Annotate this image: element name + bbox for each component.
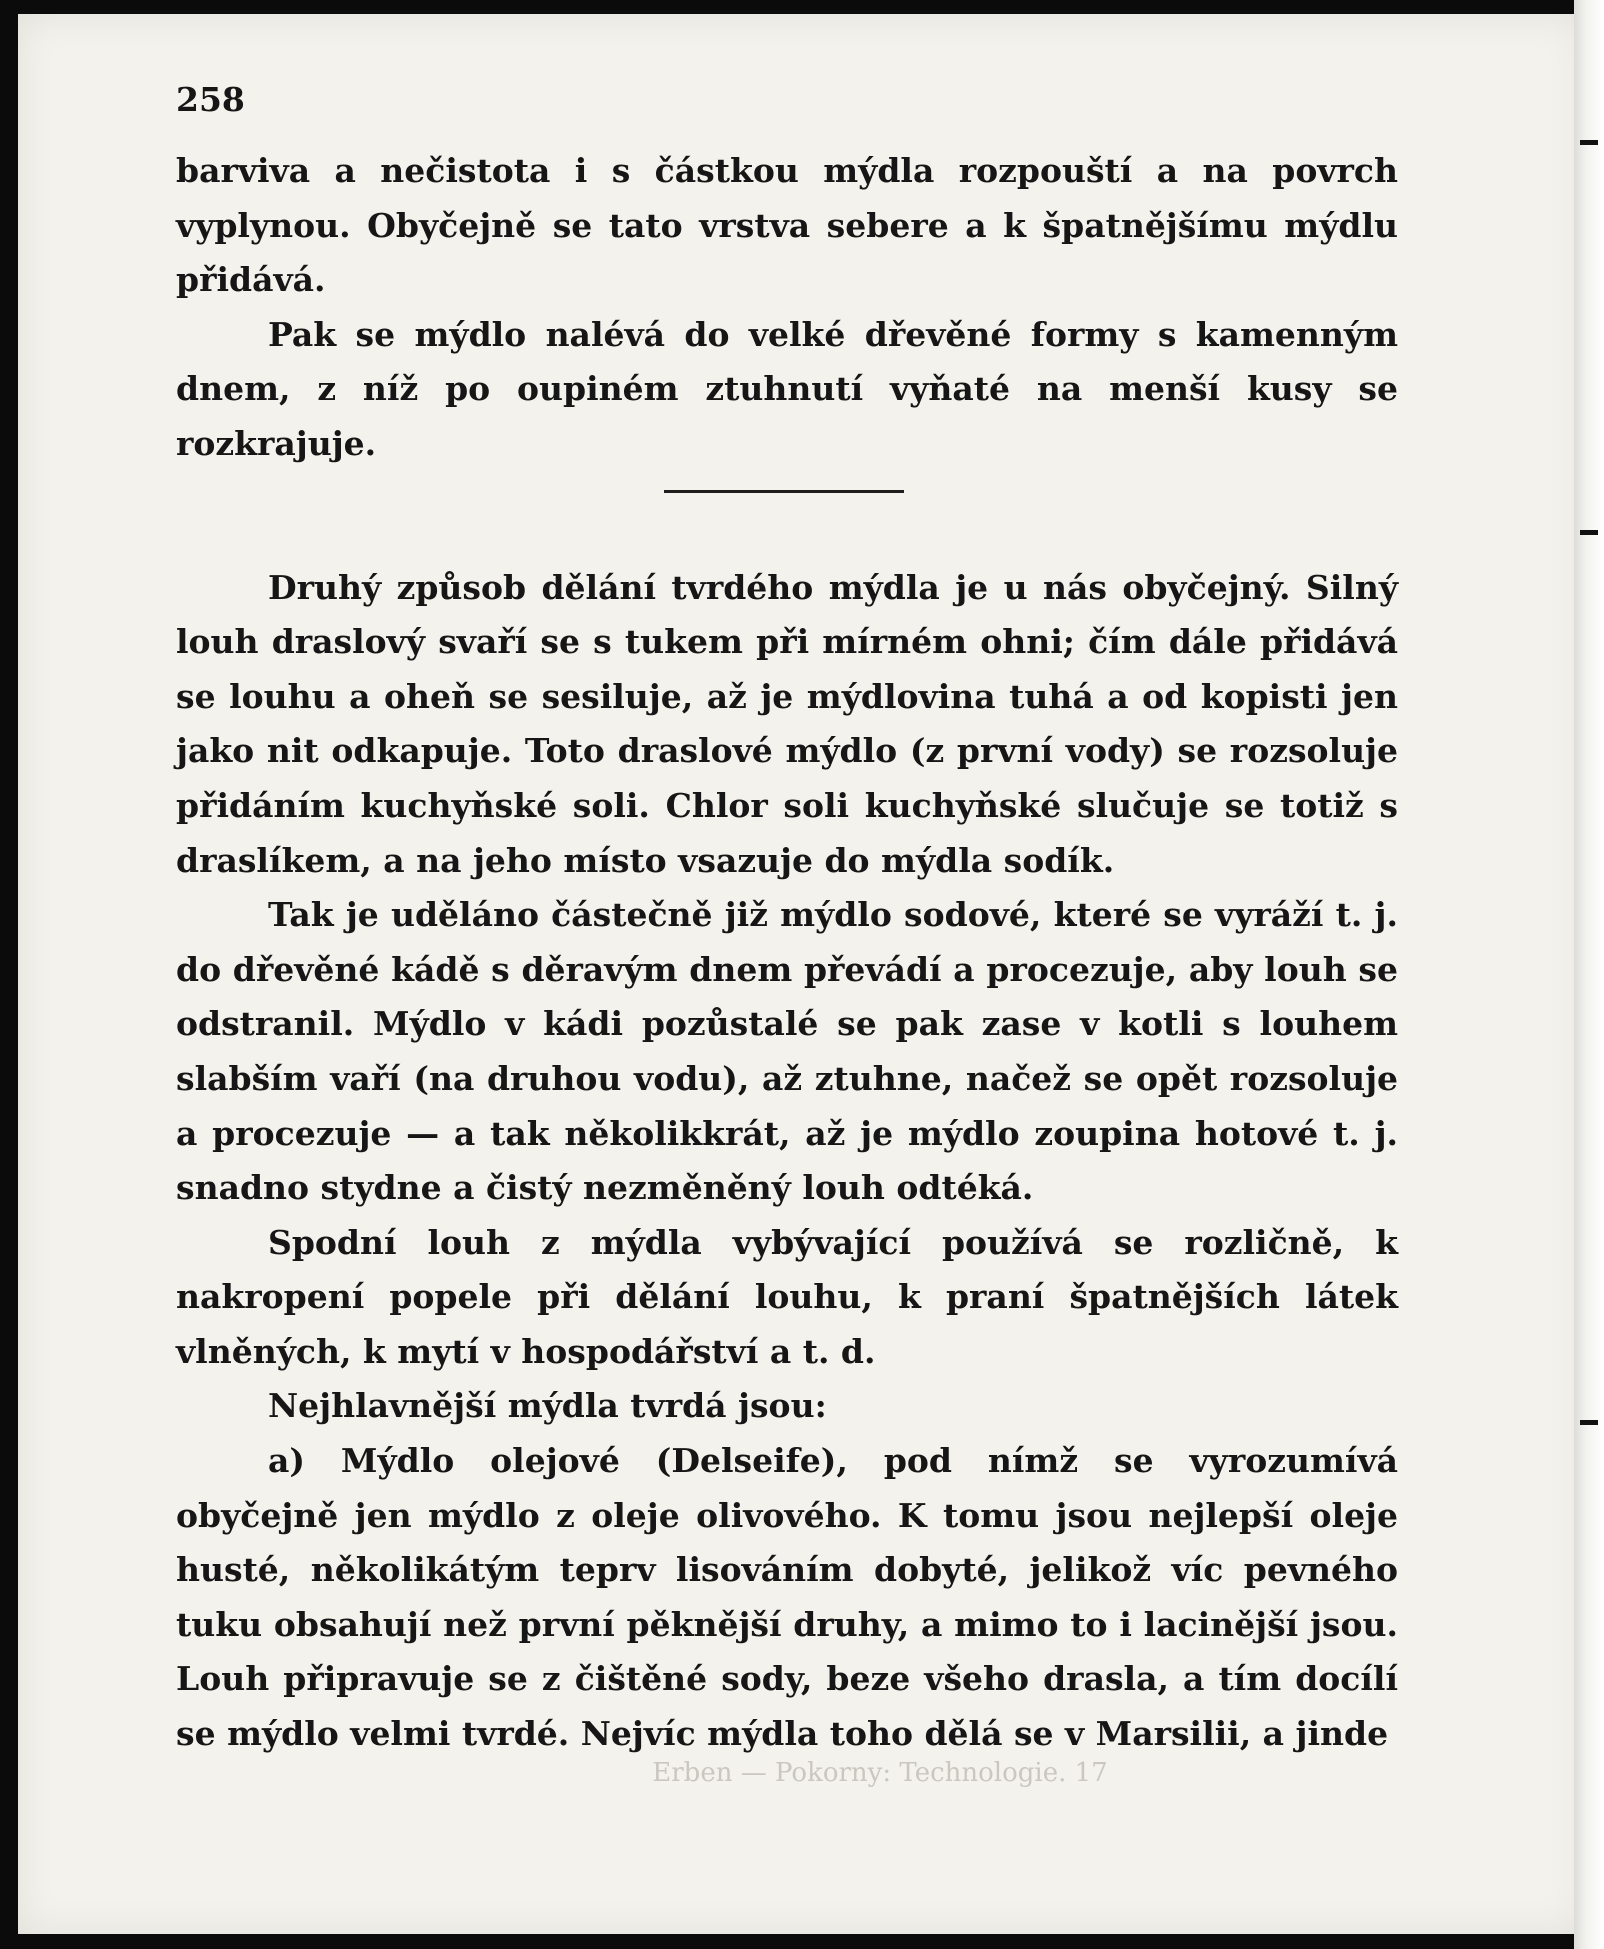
page-number: 258: [176, 80, 245, 119]
paragraph: Druhý způsob dělání tvrdého mýdla je u nás obyčejný. Silný louh draslový svaří se s tukem při mírném ohni; čím dále přidává se louhu a oheň se sesiluje, až je mýdlovina tuhá a od kopisti jen jako nit odkapuje. Toto draslové mýdlo (z první vody) se rozsoluje přidáním kuchyňské soli. Chlor soli kuchyňské slučuje se totiž s draslíkem, a na jeho místo vsazuje do mýdla sodík.: [176, 567, 1398, 880]
paragraph: barviva a nečistota i s částkou mýdla rozpouští a na povrch vyplynou. Obyčejně se tato vrstva sebere a k špatnějšímu mýdlu přidává.: [176, 151, 1398, 300]
edge-mark: [1580, 530, 1598, 535]
page-text: [176, 70, 1398, 1762]
list-item: a) Mýdlo olejové (Delseife), pod nímž se vyrozumívá obyčejně jen mýdlo z oleje olivového. K tomu jsou nejlepší oleje husté, několikátým teprv lisováním dobyté, jelikož víc pevného tuku obsahují než první pěknější druhy, a mimo to i lacinější jsou. Louh připravuje se z čištěné sody, beze všeho drasla, a tím docílí se mýdlo velmi tvrdé. Nejvíc mýdla toho dělá se v Marsilii, a jinde: [176, 1441, 1398, 1754]
paragraph: Pak se mýdlo nalévá do velké dřevěné formy s kamenným dnem, z níž po oupiném ztuhnutí vyňaté na menší kusy se rozkrajuje.: [176, 314, 1398, 463]
paragraph: Spodní louh z mýdla vybývající používá se rozličně, k nakropení popele při dělání louhu, k praní špatnějších látek vlněných, k mytí v hospodářství a t. d.: [176, 1222, 1398, 1371]
edge-mark: [1580, 140, 1598, 145]
page-edge: [1574, 0, 1604, 1949]
paragraph: Tak je uděláno částečně již mýdlo sodové, které se vyráží t. j. do dřevěné kádě s děravým dnem převádí a procezuje, aby louh se odstranil. Mýdlo v kádi pozůstalé se pak zase v kotli s louhem slabším vaří (na druhou vodu), až ztuhne, načež se opět rozsoluje a procezuje — a tak několikkrát, až je mýdlo zoupina hotové t. j. snadno stydne a čistý nezměněný louh odtéká.: [176, 895, 1398, 1208]
edge-mark: [1580, 1420, 1598, 1425]
section-separator: [664, 490, 904, 493]
bleed-through-footer: Erben — Pokorny: Technologie. 17: [652, 1758, 1108, 1788]
list-heading: Nejhlavnější mýdla tvrdá jsou:: [268, 1386, 827, 1426]
